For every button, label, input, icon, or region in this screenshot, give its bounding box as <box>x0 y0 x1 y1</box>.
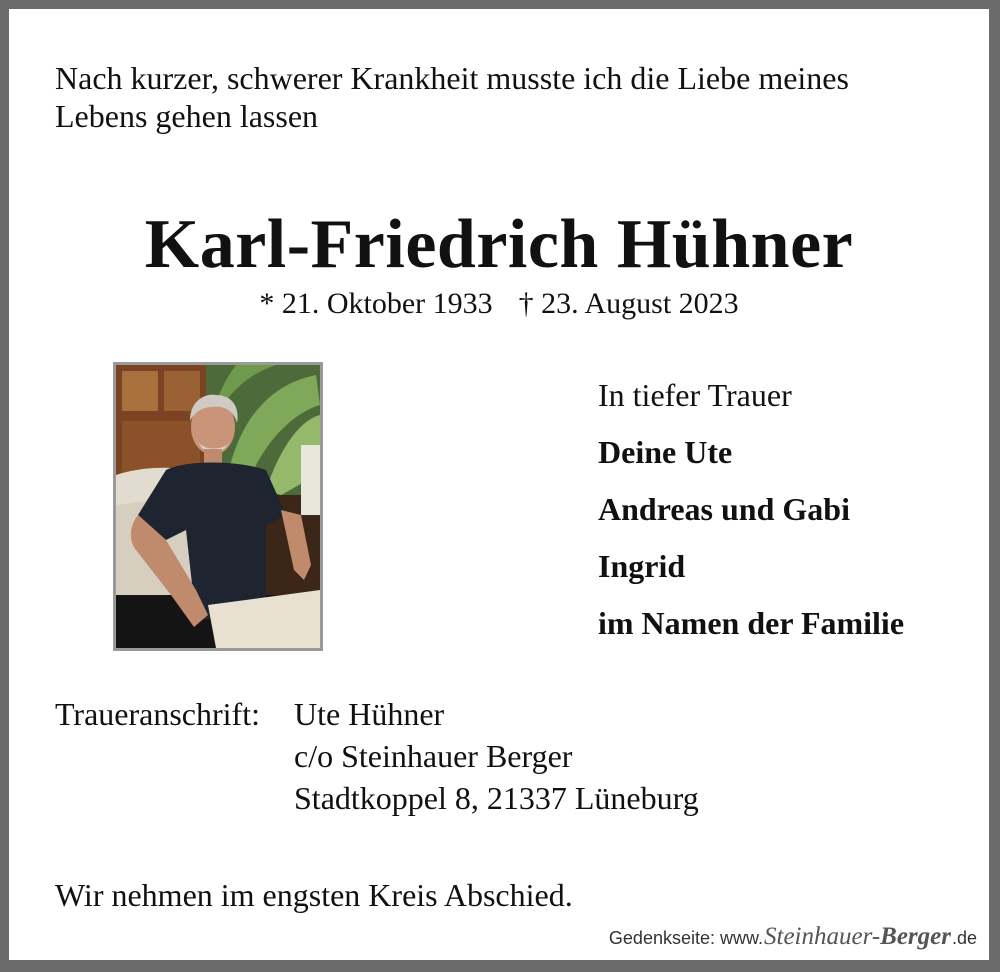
intro-text <box>55 59 975 135</box>
brand-logo: Steinhauer-Berger <box>764 923 951 950</box>
intro-line-1: Nach kurzer, schwerer Krankheit musste ich die Liebe meines <box>55 60 849 96</box>
mourners-list <box>598 367 978 652</box>
memorial-page-link[interactable] <box>609 923 977 951</box>
address-label: Traueranschrift: <box>55 696 260 732</box>
closing-text: Wir nehmen im engsten Kreis Abschied. <box>55 877 573 913</box>
life-dates <box>9 285 989 323</box>
death-date: † 23. August 2023 <box>518 287 739 320</box>
mourning-address <box>55 693 699 819</box>
address-line-3: Stadtkoppel 8, 21337 Lüneburg <box>294 780 699 816</box>
footer-prefix: Gedenkseite: www. <box>608 928 763 948</box>
obituary-card <box>9 9 989 960</box>
portrait-photo-image <box>116 365 320 648</box>
address-line-1: Ute Hühner <box>294 696 445 732</box>
mourner-name: Ingrid <box>598 548 686 584</box>
address-line-2: c/o Steinhauer Berger <box>294 738 573 774</box>
mourning-heading: In tiefer Trauer <box>598 377 792 413</box>
footer-suffix: .de <box>951 928 977 948</box>
mourner-name: Deine Ute <box>598 434 733 470</box>
deceased-name: Karl-Friedrich Hühner <box>144 206 854 283</box>
mourner-name: Andreas und Gabi <box>598 491 850 527</box>
intro-line-2: Lebens gehen lassen <box>55 98 319 134</box>
portrait-photo <box>113 362 323 651</box>
mourner-name: im Namen der Familie <box>598 605 905 641</box>
birth-date: * 21. Oktober 1933 <box>259 287 493 320</box>
